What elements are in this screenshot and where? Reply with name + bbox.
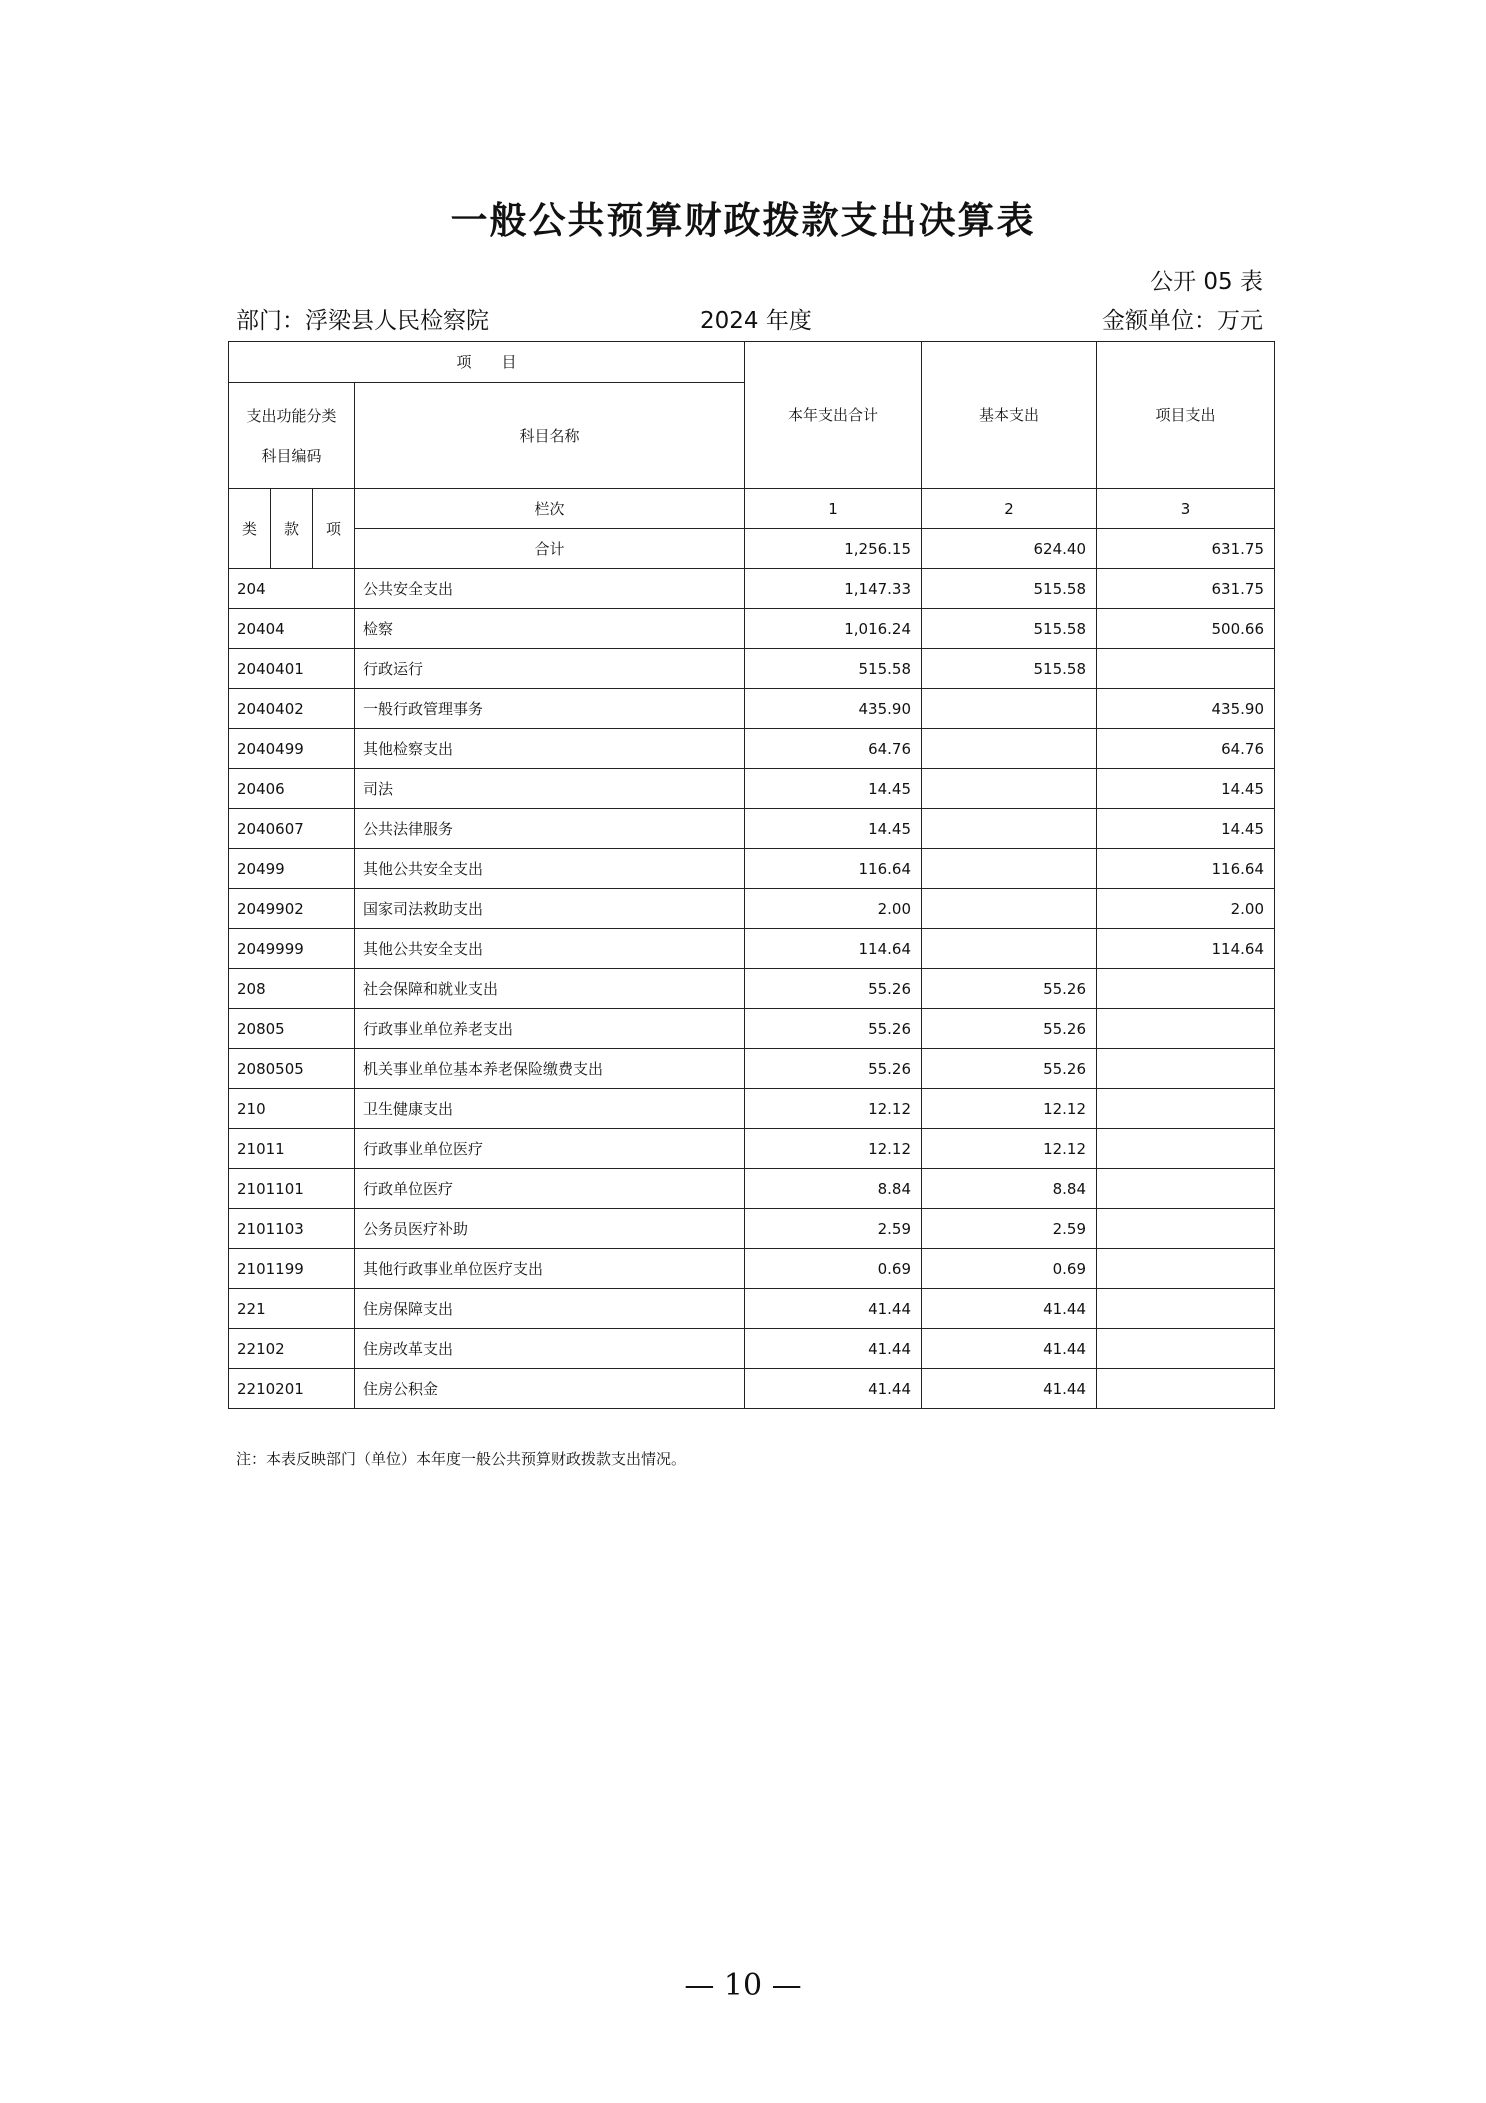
row-basic <box>922 929 1097 969</box>
row-subject-name: 公共法律服务 <box>355 809 745 849</box>
row-subject-name: 其他公共安全支出 <box>355 849 745 889</box>
header-lanci: 栏次 <box>355 489 745 529</box>
row-project <box>1097 1169 1275 1209</box>
row-project <box>1097 969 1275 1009</box>
row-project <box>1097 1249 1275 1289</box>
row-total: 41.44 <box>745 1329 922 1369</box>
table-row <box>229 1169 1275 1209</box>
row-code: 2040607 <box>229 809 355 849</box>
row-subject-name: 住房保障支出 <box>355 1289 745 1329</box>
row-subject-name: 司法 <box>355 769 745 809</box>
row-code: 22102 <box>229 1329 355 1369</box>
row-project <box>1097 1089 1275 1129</box>
row-project <box>1097 1329 1275 1369</box>
row-project <box>1097 1289 1275 1329</box>
row-basic: 12.12 <box>922 1129 1097 1169</box>
row-subject-name: 其他检察支出 <box>355 729 745 769</box>
row-subject-name: 其他行政事业单位医疗支出 <box>355 1249 745 1289</box>
row-project: 14.45 <box>1097 809 1275 849</box>
row-code: 2049902 <box>229 889 355 929</box>
row-code: 20805 <box>229 1009 355 1049</box>
footnote: 注：本表反映部门（单位）本年度一般公共预算财政拨款支出情况。 <box>236 1450 687 1468</box>
row-basic: 12.12 <box>922 1089 1097 1129</box>
row-basic <box>922 809 1097 849</box>
table-row <box>229 609 1275 649</box>
header-code-line2: 科目编码 <box>261 446 322 465</box>
row-code: 2080505 <box>229 1049 355 1089</box>
fiscal-year: 2024 年度 <box>700 308 812 334</box>
row-project <box>1097 1369 1275 1409</box>
row-basic: 515.58 <box>922 649 1097 689</box>
table-row <box>229 889 1275 929</box>
table-row <box>229 1329 1275 1369</box>
table-row <box>229 729 1275 769</box>
row-total: 0.69 <box>745 1249 922 1289</box>
row-basic: 55.26 <box>922 1009 1097 1049</box>
row-total: 1,016.24 <box>745 609 922 649</box>
row-project: 64.76 <box>1097 729 1275 769</box>
row-basic <box>922 729 1097 769</box>
header-function-code <box>229 383 355 489</box>
department-label: 部门：浮梁县人民检察院 <box>236 308 489 334</box>
row-project <box>1097 649 1275 689</box>
row-code: 208 <box>229 969 355 1009</box>
row-subject-name: 公共安全支出 <box>355 569 745 609</box>
row-subject-name: 机关事业单位基本养老保险缴费支出 <box>355 1049 745 1089</box>
row-code: 210 <box>229 1089 355 1129</box>
sum-project: 631.75 <box>1097 529 1275 569</box>
row-total: 12.12 <box>745 1089 922 1129</box>
row-basic <box>922 769 1097 809</box>
row-code: 2040401 <box>229 649 355 689</box>
row-project <box>1097 1049 1275 1089</box>
row-total: 55.26 <box>745 1009 922 1049</box>
row-total: 8.84 <box>745 1169 922 1209</box>
row-basic: 515.58 <box>922 569 1097 609</box>
row-code: 2101103 <box>229 1209 355 1249</box>
row-basic: 41.44 <box>922 1329 1097 1369</box>
row-project: 435.90 <box>1097 689 1275 729</box>
header-col-3: 3 <box>1097 489 1275 529</box>
row-code: 2040499 <box>229 729 355 769</box>
sum-total: 1,256.15 <box>745 529 922 569</box>
row-subject-name: 行政事业单位养老支出 <box>355 1009 745 1049</box>
row-code: 2040402 <box>229 689 355 729</box>
table-row <box>229 1009 1275 1049</box>
row-total: 116.64 <box>745 849 922 889</box>
row-total: 14.45 <box>745 809 922 849</box>
row-project: 631.75 <box>1097 569 1275 609</box>
row-code: 20404 <box>229 609 355 649</box>
row-basic: 55.26 <box>922 1049 1097 1089</box>
row-basic <box>922 689 1097 729</box>
table-row <box>229 1049 1275 1089</box>
header-project-expense: 项目支出 <box>1097 342 1275 489</box>
budget-table <box>228 341 1275 1409</box>
row-code: 2101101 <box>229 1169 355 1209</box>
row-total: 515.58 <box>745 649 922 689</box>
row-basic: 41.44 <box>922 1289 1097 1329</box>
table-row <box>229 569 1275 609</box>
table-row <box>229 689 1275 729</box>
row-total: 1,147.33 <box>745 569 922 609</box>
table-row <box>229 969 1275 1009</box>
row-subject-name: 一般行政管理事务 <box>355 689 745 729</box>
table-row <box>229 649 1275 689</box>
header-project: 项 目 <box>229 342 745 383</box>
table-row <box>229 1209 1275 1249</box>
header-col-2: 2 <box>922 489 1097 529</box>
table-row <box>229 1289 1275 1329</box>
page-number: — 10 — <box>684 1968 802 2003</box>
row-code: 20499 <box>229 849 355 889</box>
row-project: 2.00 <box>1097 889 1275 929</box>
row-basic <box>922 889 1097 929</box>
row-project: 114.64 <box>1097 929 1275 969</box>
row-basic: 8.84 <box>922 1169 1097 1209</box>
row-subject-name: 检察 <box>355 609 745 649</box>
row-project <box>1097 1129 1275 1169</box>
row-total: 41.44 <box>745 1369 922 1409</box>
row-code: 204 <box>229 569 355 609</box>
sum-label: 合计 <box>355 529 745 569</box>
header-lei: 类 <box>229 489 271 569</box>
row-subject-name: 卫生健康支出 <box>355 1089 745 1129</box>
table-row <box>229 1129 1275 1169</box>
page-title: 一般公共预算财政拨款支出决算表 <box>450 199 1036 242</box>
row-total: 14.45 <box>745 769 922 809</box>
row-basic: 515.58 <box>922 609 1097 649</box>
row-basic: 2.59 <box>922 1209 1097 1249</box>
row-subject-name: 社会保障和就业支出 <box>355 969 745 1009</box>
row-basic: 0.69 <box>922 1249 1097 1289</box>
table-row <box>229 809 1275 849</box>
header-total: 本年支出合计 <box>745 342 922 489</box>
row-total: 2.59 <box>745 1209 922 1249</box>
row-code: 2210201 <box>229 1369 355 1409</box>
row-subject-name: 公务员医疗补助 <box>355 1209 745 1249</box>
row-project: 14.45 <box>1097 769 1275 809</box>
amount-unit: 金额单位：万元 <box>1102 308 1263 334</box>
row-subject-name: 行政运行 <box>355 649 745 689</box>
row-project: 500.66 <box>1097 609 1275 649</box>
table-row <box>229 769 1275 809</box>
row-project <box>1097 1209 1275 1249</box>
row-project <box>1097 1009 1275 1049</box>
row-code: 2049999 <box>229 929 355 969</box>
row-total: 12.12 <box>745 1129 922 1169</box>
row-subject-name: 行政事业单位医疗 <box>355 1129 745 1169</box>
row-subject-name: 其他公共安全支出 <box>355 929 745 969</box>
row-total: 41.44 <box>745 1289 922 1329</box>
row-code: 2101199 <box>229 1249 355 1289</box>
form-number: 公开 05 表 <box>1150 269 1263 295</box>
row-subject-name: 住房公积金 <box>355 1369 745 1409</box>
row-subject-name: 住房改革支出 <box>355 1329 745 1369</box>
header-col-1: 1 <box>745 489 922 529</box>
row-total: 2.00 <box>745 889 922 929</box>
sum-basic: 624.40 <box>922 529 1097 569</box>
row-project: 116.64 <box>1097 849 1275 889</box>
row-subject-name: 国家司法救助支出 <box>355 889 745 929</box>
row-subject-name: 行政单位医疗 <box>355 1169 745 1209</box>
row-code: 221 <box>229 1289 355 1329</box>
table-row <box>229 929 1275 969</box>
row-code: 20406 <box>229 769 355 809</box>
table-row <box>229 1369 1275 1409</box>
header-basic: 基本支出 <box>922 342 1097 489</box>
table-row <box>229 1249 1275 1289</box>
row-total: 55.26 <box>745 969 922 1009</box>
row-total: 435.90 <box>745 689 922 729</box>
row-total: 64.76 <box>745 729 922 769</box>
header-code-line1: 支出功能分类 <box>246 406 337 425</box>
table-row <box>229 1089 1275 1129</box>
header-kuan: 款 <box>271 489 313 569</box>
header-xiang: 项 <box>313 489 355 569</box>
row-basic <box>922 849 1097 889</box>
row-code: 21011 <box>229 1129 355 1169</box>
row-total: 114.64 <box>745 929 922 969</box>
table-row <box>229 849 1275 889</box>
row-basic: 55.26 <box>922 969 1097 1009</box>
header-subject-name: 科目名称 <box>355 383 745 489</box>
row-basic: 41.44 <box>922 1369 1097 1409</box>
row-total: 55.26 <box>745 1049 922 1089</box>
